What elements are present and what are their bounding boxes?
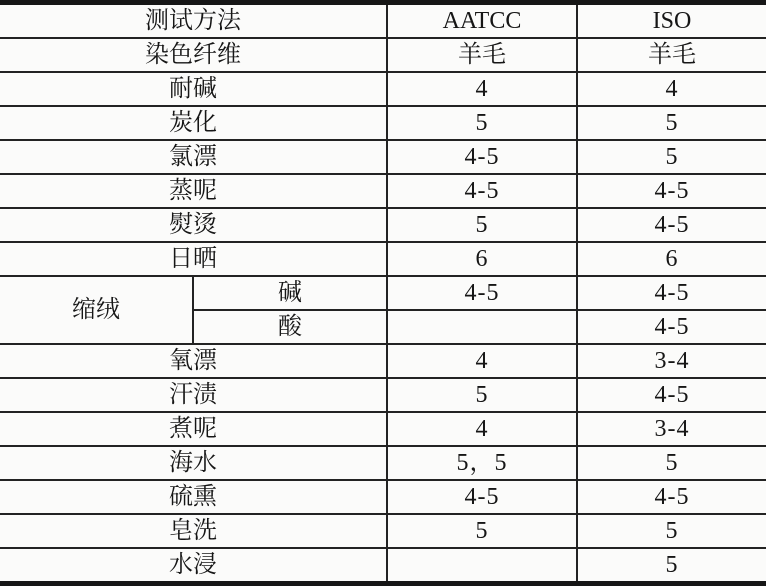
- header-iso: ISO: [577, 3, 766, 39]
- row-label: 海水: [0, 446, 387, 480]
- fiber-aatcc: 羊毛: [387, 38, 577, 72]
- iso-value: 5: [577, 446, 766, 480]
- aatcc-value: 4-5: [387, 276, 577, 310]
- row-label: 熨烫: [0, 208, 387, 242]
- aatcc-value: 4-5: [387, 480, 577, 514]
- iso-value: 4-5: [577, 480, 766, 514]
- table-row: [0, 242, 766, 276]
- table-row: [0, 344, 766, 378]
- aatcc-value: 4: [387, 412, 577, 446]
- table-row: [0, 72, 766, 106]
- aatcc-value: [387, 548, 577, 584]
- milling-group-label: 缩绒: [0, 276, 193, 344]
- fiber-row: [0, 38, 766, 72]
- milling-alkali-row: [0, 276, 766, 310]
- milling-acid-label: 酸: [193, 310, 387, 344]
- header-aatcc: AATCC: [387, 3, 577, 39]
- row-label: 煮呢: [0, 412, 387, 446]
- aatcc-value: 4-5: [387, 174, 577, 208]
- aatcc-value: 5: [387, 106, 577, 140]
- aatcc-value: 5，5: [387, 446, 577, 480]
- row-label: 耐碱: [0, 72, 387, 106]
- row-label: 皂洗: [0, 514, 387, 548]
- row-label: 氧漂: [0, 344, 387, 378]
- aatcc-value: 4-5: [387, 140, 577, 174]
- table-row: [0, 174, 766, 208]
- iso-value: 4-5: [577, 378, 766, 412]
- aatcc-value: 5: [387, 514, 577, 548]
- iso-value: 4: [577, 72, 766, 106]
- aatcc-value: 4: [387, 72, 577, 106]
- milling-alkali-label: 碱: [193, 276, 387, 310]
- table-row: [0, 378, 766, 412]
- table-row: [0, 514, 766, 548]
- table-row: [0, 140, 766, 174]
- row-label: 蒸呢: [0, 174, 387, 208]
- aatcc-value: 5: [387, 208, 577, 242]
- fiber-label: 染色纤维: [0, 38, 387, 72]
- row-label: 水浸: [0, 548, 387, 584]
- aatcc-value: 4: [387, 344, 577, 378]
- iso-value: 4-5: [577, 208, 766, 242]
- row-label: 炭化: [0, 106, 387, 140]
- iso-value: 5: [577, 548, 766, 584]
- row-label: 日晒: [0, 242, 387, 276]
- row-label: 硫熏: [0, 480, 387, 514]
- header-test-method: 测试方法: [0, 3, 387, 39]
- iso-value: 4-5: [577, 174, 766, 208]
- table-row: [0, 208, 766, 242]
- iso-value: 4-5: [577, 276, 766, 310]
- iso-value: 5: [577, 140, 766, 174]
- table-row: [0, 412, 766, 446]
- fiber-iso: 羊毛: [577, 38, 766, 72]
- table-row: [0, 106, 766, 140]
- iso-value: 3-4: [577, 412, 766, 446]
- iso-value: 6: [577, 242, 766, 276]
- row-label: 氯漂: [0, 140, 387, 174]
- iso-value: 3-4: [577, 344, 766, 378]
- table-row: [0, 548, 766, 584]
- iso-value: 5: [577, 514, 766, 548]
- table-row: [0, 480, 766, 514]
- iso-value: 5: [577, 106, 766, 140]
- aatcc-value: [387, 310, 577, 344]
- table-row: [0, 446, 766, 480]
- aatcc-value: 6: [387, 242, 577, 276]
- header-row: [0, 3, 766, 39]
- row-label: 汗渍: [0, 378, 387, 412]
- iso-value: 4-5: [577, 310, 766, 344]
- aatcc-value: 5: [387, 378, 577, 412]
